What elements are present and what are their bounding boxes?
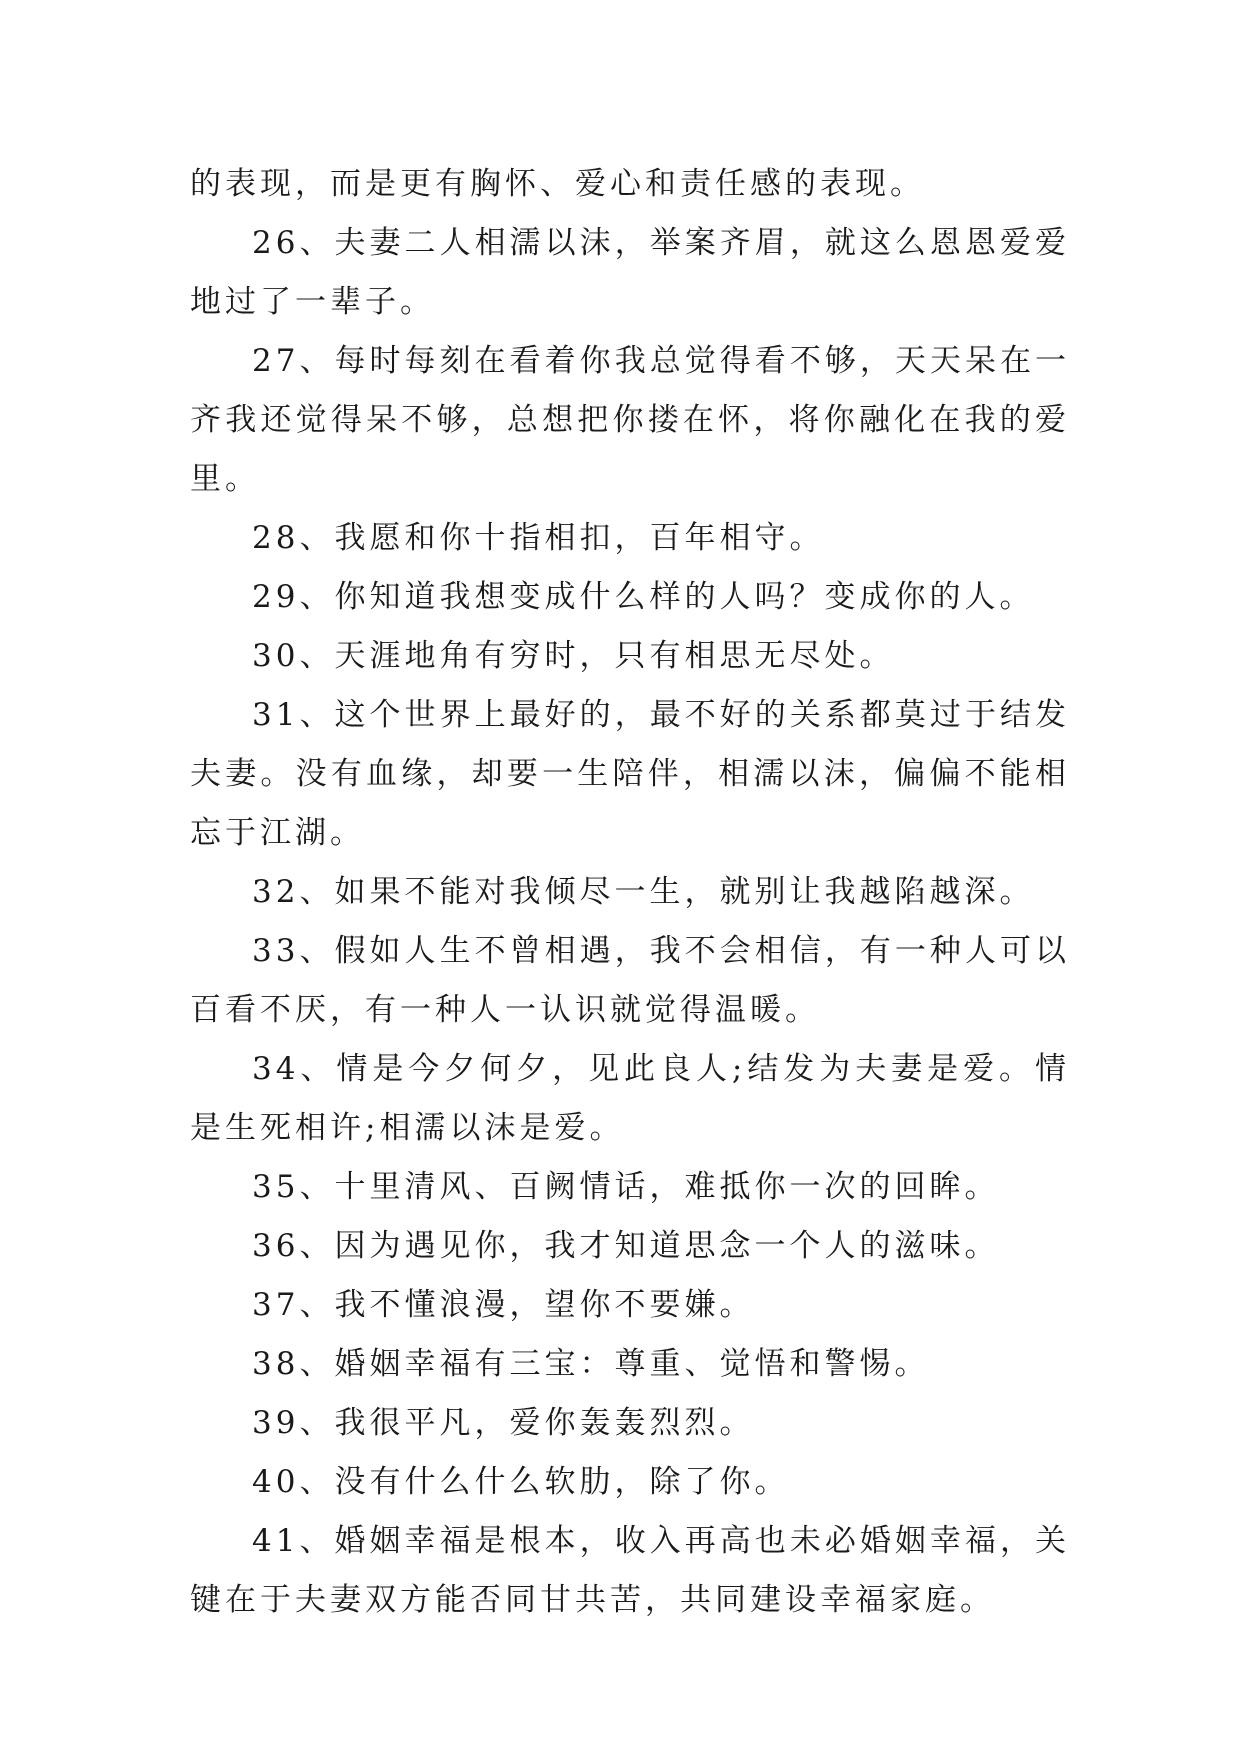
paragraph-36: 36、因为遇见你，我才知道思念一个人的滋味。 xyxy=(252,1228,1000,1264)
paragraph-32: 32、如果不能对我倾尽一生，就别让我越陷越深。 xyxy=(252,874,1035,910)
paragraph-31: 31、这个世界上最好的，最不好的关系都莫过于结发夫妻。没有血缘，却要一生陪伴，相濡以沫，偏偏不能相忘于江湖。 xyxy=(190,697,1070,851)
paragraph-30: 30、天涯地角有穷时，只有相思无尽处。 xyxy=(252,638,895,674)
paragraph-29: 29、你知道我想变成什么样的人吗？变成你的人。 xyxy=(252,579,1035,615)
paragraph-40: 40、没有什么什么软肋，除了你。 xyxy=(252,1464,790,1500)
paragraph-34: 34、情是今夕何夕，见此良人;结发为夫妻是爱。情是生死相许;相濡以沫是爱。 xyxy=(190,1051,1070,1146)
paragraph-26: 26、夫妻二人相濡以沫，举案齐眉，就这么恩恩爱爱地过了一辈子。 xyxy=(190,225,1070,320)
paragraph-38: 38、婚姻幸福有三宝：尊重、觉悟和警惕。 xyxy=(252,1346,930,1382)
paragraph-41: 41、婚姻幸福是根本，收入再高也未必婚姻幸福，关键在于夫妻双方能否同甘共苦，共同建设幸福家庭。 xyxy=(190,1523,1070,1618)
document-body xyxy=(190,155,1070,1630)
paragraph-39: 39、我很平凡，爱你轰轰烈烈。 xyxy=(252,1405,755,1441)
paragraph-35: 35、十里清风、百阙情话，难抵你一次的回眸。 xyxy=(252,1169,1000,1205)
paragraph-28: 28、我愿和你十指相扣，百年相守。 xyxy=(252,520,825,556)
paragraph-27: 27、每时每刻在看着你我总觉得看不够，天天呆在一齐我还觉得呆不够，总想把你搂在怀，将你融化在我的爱里。 xyxy=(190,343,1070,497)
paragraph-continued: 的表现，而是更有胸怀、爱心和责任感的表现。 xyxy=(190,166,925,202)
paragraph-33: 33、假如人生不曾相遇，我不会相信，有一种人可以百看不厌，有一种人一认识就觉得温暖。 xyxy=(190,933,1070,1028)
paragraph-37: 37、我不懂浪漫，望你不要嫌。 xyxy=(252,1287,755,1323)
